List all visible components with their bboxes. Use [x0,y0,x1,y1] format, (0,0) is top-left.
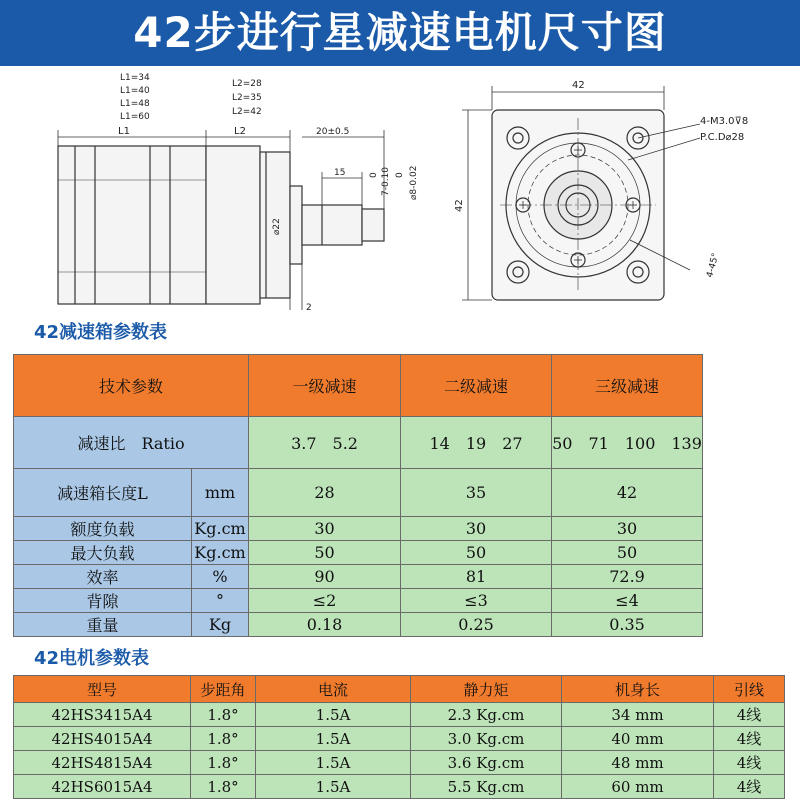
table-cell: 35 [401,469,552,517]
table-cell: 1.8° [191,727,256,751]
ratio-label: 减速比 Ratio [14,417,249,469]
hole-note: 4-M3.0⊽8 [700,116,749,127]
table-cell: 42HS4015A4 [14,727,191,751]
table-cell: 30 [249,517,401,541]
table-cell: 4线 [714,703,785,727]
table-cell: 28 [249,469,401,517]
table-cell: 42HS6015A4 [14,775,191,799]
row-unit: Kg.cm [192,541,249,565]
table-row [14,727,785,751]
row-unit: mm [192,469,249,517]
table-cell: 2.3 Kg.cm [411,703,562,727]
table-cell: 4线 [714,775,785,799]
table-row [14,565,703,589]
table-cell: 50 [401,541,552,565]
table-cell: 60 mm [562,775,714,799]
table-row [14,775,785,799]
header-cell: 二级减速 [401,355,552,417]
front-view [462,86,700,300]
table-cell: 14 19 27 [401,417,552,469]
table-cell: ≤4 [552,589,703,613]
table-cell: 4线 [714,727,785,751]
table-cell: 50 [552,541,703,565]
table-cell: 0.35 [552,613,703,637]
dim-tolerance-a: 0 [369,172,379,178]
table-cell: 42 [552,469,703,517]
header-cell: 引线 [714,676,785,703]
dim-flange-diameter: ⌀22 [272,218,282,235]
l1-value-1: L1=34 [120,73,150,83]
dim-step: 2 [306,303,312,313]
table-cell: 0.25 [401,613,552,637]
table-row [14,517,703,541]
table-cell: 30 [552,517,703,541]
table-row [14,417,703,469]
row-label: 最大负载 [14,541,192,565]
table-cell: 90 [249,565,401,589]
header-cell: 步距角 [191,676,256,703]
table-cell: 1.8° [191,751,256,775]
table-cell: 1.8° [191,703,256,727]
dim-height: 42 [454,199,465,212]
table-cell: 3.6 Kg.cm [411,751,562,775]
gearbox-params-table [13,354,703,637]
table-row [14,589,703,613]
dim-width: 42 [572,80,585,91]
table-cell: 42HS3415A4 [14,703,191,727]
table-header-row [14,676,785,703]
table-cell: 48 mm [562,751,714,775]
dim-tolerance-b: 7-0.10 [381,166,391,196]
table-header-row [14,355,703,417]
l1-value-2: L1=40 [120,86,150,96]
table-cell: 3.0 Kg.cm [411,727,562,751]
header-cell: 型号 [14,676,191,703]
header-cell: 技术参数 [14,355,249,417]
row-unit: Kg.cm [192,517,249,541]
row-unit: ° [192,589,249,613]
table-row [14,541,703,565]
table-cell: 1.8° [191,775,256,799]
header-cell: 静力矩 [411,676,562,703]
gearbox-section-title: 42减速箱参数表 [34,322,168,343]
table-cell: 72.9 [552,565,703,589]
table-cell: 50 71 100 139 [552,417,703,469]
table-cell: ≤2 [249,589,401,613]
row-label: 减速箱长度L [14,469,192,517]
dim-l1-label: L1 [118,126,130,137]
row-label: 背隙 [14,589,192,613]
row-label: 效率 [14,565,192,589]
table-cell: 1.5A [256,775,411,799]
table-row [14,469,703,517]
motor-params-table [13,675,785,799]
l2-value-1: L2=28 [232,79,262,89]
l1-value-4: L1=60 [120,112,150,122]
row-label: 重量 [14,613,192,637]
page-title: 42步进行星减速电机尺寸图 [0,0,800,66]
row-unit: Kg [192,613,249,637]
angle-note: 4-45° [705,252,722,279]
dim-tolerance-c: 0 [395,172,405,178]
header-cell: 一级减速 [249,355,401,417]
row-unit: % [192,565,249,589]
header-cell: 电流 [256,676,411,703]
table-cell: 1.5A [256,703,411,727]
table-cell: 1.5A [256,751,411,775]
header-cell: 三级减速 [552,355,703,417]
table-cell: 4线 [714,751,785,775]
motor-section-title: 42电机参数表 [34,648,150,669]
header-cell: 机身长 [562,676,714,703]
table-cell: 30 [401,517,552,541]
table-row [14,703,785,727]
table-cell: 40 mm [562,727,714,751]
table-row [14,751,785,775]
row-label: 额度负载 [14,517,192,541]
dimension-drawing [0,66,800,318]
table-row [14,613,703,637]
table-cell: 5.5 Kg.cm [411,775,562,799]
dim-l2-label: L2 [234,126,246,137]
table-cell: 42HS4815A4 [14,751,191,775]
table-cell: ≤3 [401,589,552,613]
l2-value-3: L2=42 [232,107,262,117]
l2-value-2: L2=35 [232,93,262,103]
pcd-note: P.C.D⌀28 [700,132,745,143]
dim-shaft-diameter: ⌀8-0.02 [409,165,419,200]
table-cell: 0.18 [249,613,401,637]
dim-key-length: 15 [334,168,346,178]
table-cell: 50 [249,541,401,565]
table-cell: 34 mm [562,703,714,727]
l1-value-3: L1=48 [120,99,150,109]
dim-shaft-length: 20±0.5 [316,127,350,137]
table-cell: 1.5A [256,727,411,751]
table-cell: 81 [401,565,552,589]
side-view [58,130,384,310]
table-cell: 3.7 5.2 [249,417,401,469]
